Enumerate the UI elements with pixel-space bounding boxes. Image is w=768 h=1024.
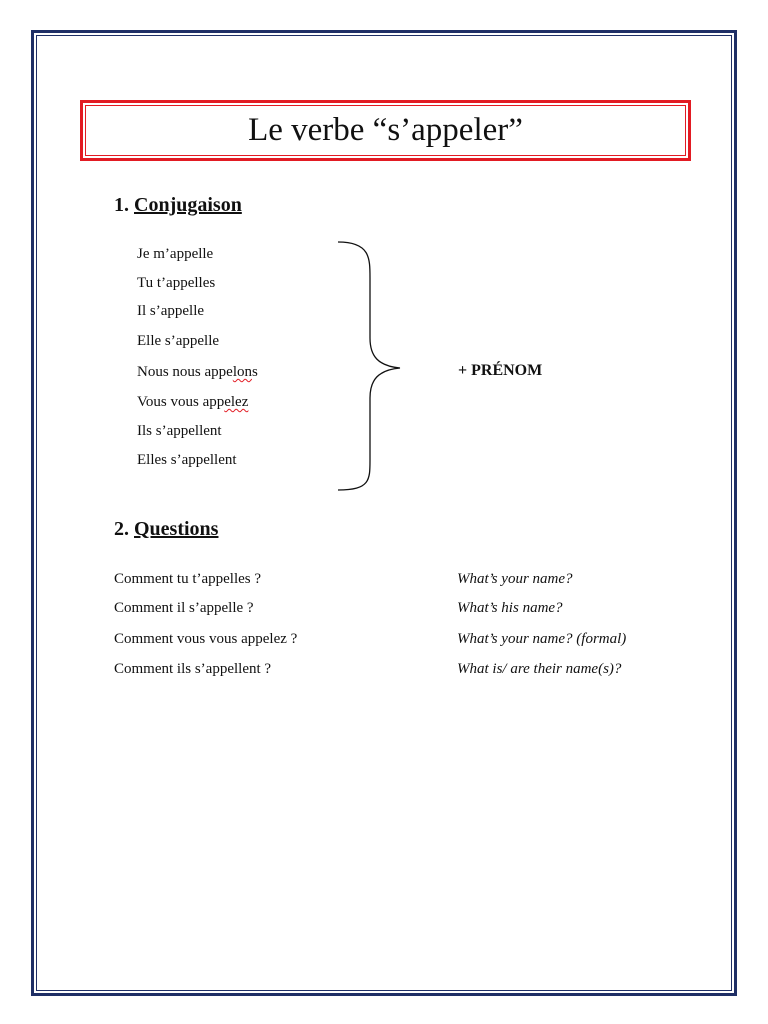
- conjugation-text: Nous nous appe: [137, 364, 233, 380]
- question-english: What’s your name? (formal): [457, 631, 627, 647]
- conjugation-line: [137, 333, 219, 350]
- prenom-label: + PRÉNOM: [458, 362, 543, 379]
- question-french: Comment tu t’appelles ?: [114, 571, 262, 587]
- conjugation-text: Elles s’appellent: [137, 452, 237, 468]
- conjugation-line: [137, 394, 248, 411]
- conjugation-text: Tu t’appelles: [137, 275, 216, 291]
- section-label: Questions: [134, 518, 219, 540]
- conjugation-text: Elle s’appelle: [137, 333, 220, 349]
- question-french: Comment il s’appelle ?: [114, 600, 254, 616]
- conjugation-line: [137, 364, 258, 381]
- section-heading-questions: [114, 518, 218, 541]
- spellcheck-underline: elez: [224, 394, 249, 410]
- title-box: [85, 105, 686, 156]
- conjugation-line: [137, 452, 237, 469]
- conjugation-text: Ils s’appellent: [137, 423, 222, 439]
- question-english: What’s his name?: [457, 600, 563, 616]
- question-english: What’s your name?: [457, 571, 573, 587]
- question-french: Comment vous vous appelez ?: [114, 631, 298, 647]
- section-label: Conjugaison: [134, 194, 242, 216]
- page-title: Le verbe “s’appeler”: [248, 112, 523, 148]
- conjugation-text: Vous vous app: [137, 394, 225, 410]
- section-number: 1.: [114, 194, 129, 216]
- section-heading-conjugaison: [114, 194, 242, 217]
- conjugation-text: s: [252, 364, 258, 380]
- spellcheck-underline: lon: [232, 364, 252, 380]
- section-number: 2.: [114, 518, 129, 540]
- conjugation-line: [137, 275, 215, 292]
- conjugation-line: [137, 303, 204, 320]
- question-french: Comment ils s’appellent ?: [114, 661, 272, 677]
- conjugation-line: [137, 423, 222, 440]
- conjugation-text: Je m’appelle: [137, 246, 214, 262]
- page-border-inner: [36, 35, 732, 991]
- conjugation-text: Il s’appelle: [137, 303, 205, 319]
- question-english: What is/ are their name(s)?: [457, 661, 622, 677]
- curly-brace-icon: [330, 238, 410, 498]
- conjugation-line: [137, 246, 213, 263]
